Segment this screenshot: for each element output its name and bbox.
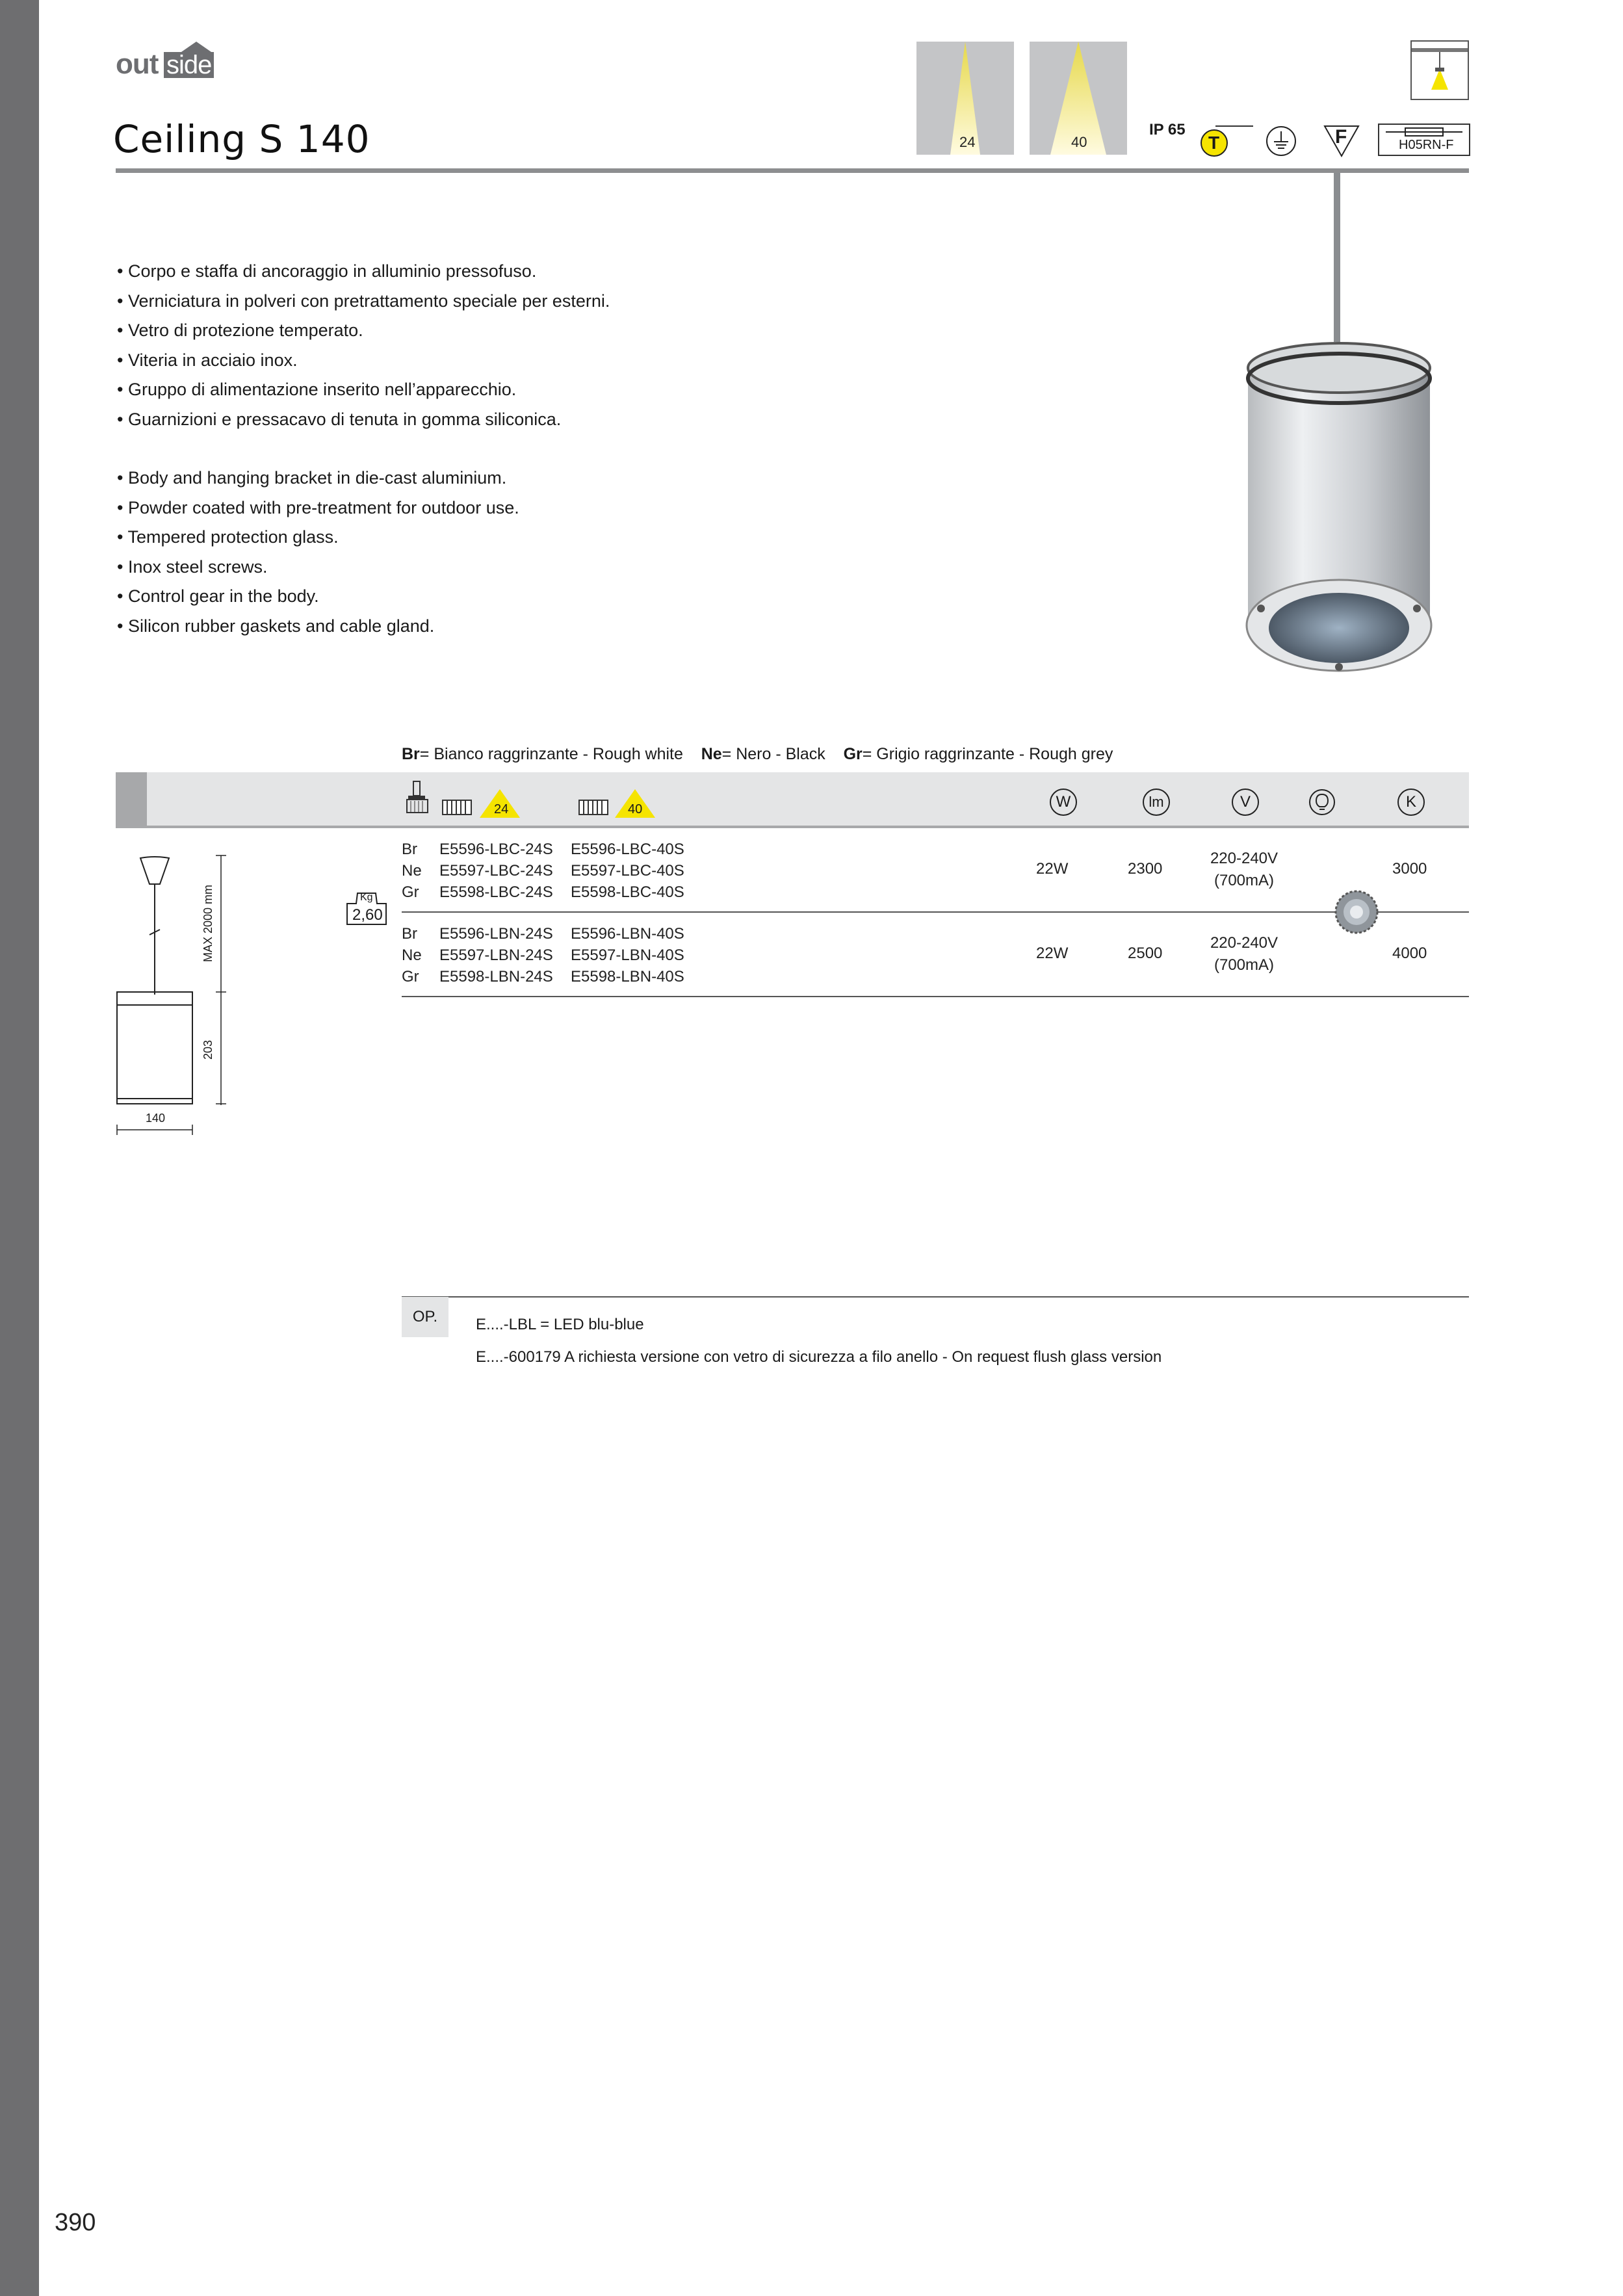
- finish-desc: = Nero - Black: [721, 745, 825, 763]
- options-label: OP.: [402, 1297, 448, 1337]
- finish-code: Ne: [402, 946, 422, 964]
- voltage: 220-240V: [1210, 934, 1279, 952]
- beam-24-icon: [916, 42, 1014, 155]
- kelvin-value: 4000: [1392, 945, 1427, 962]
- product-code: E5596-LBC-40S: [571, 841, 684, 858]
- page-title: Ceiling S 140: [113, 117, 370, 161]
- table-header: [116, 772, 1469, 826]
- option-line: E....-LBL = LED blu-blue: [476, 1316, 644, 1333]
- finish-desc: = Bianco raggrinzante - Rough white: [419, 745, 683, 763]
- table-header-rule: [116, 826, 1469, 828]
- beam-40-header-label: 40: [628, 802, 643, 816]
- watt-icon: W: [1050, 789, 1077, 816]
- lamp-bulb-icon: [1308, 789, 1336, 816]
- dim-width: 140: [146, 1112, 166, 1125]
- codes-24-column: [439, 839, 553, 903]
- beam-40-icon: [1030, 42, 1127, 155]
- weight-unit: Kg: [360, 892, 373, 903]
- title-divider: [116, 168, 1469, 173]
- logo-text-side: side: [164, 52, 214, 78]
- finish-code: Gr: [402, 883, 419, 901]
- codes-24-column: [439, 923, 553, 987]
- product-photo: [1222, 173, 1469, 693]
- dim-max-length: MAX 2000 mm: [201, 884, 214, 962]
- table-row: [402, 923, 1469, 1001]
- codes-40-column: [571, 923, 684, 987]
- bullet-it: • Vetro di protezione temperato.: [117, 320, 363, 340]
- finish-code: Ne: [402, 862, 422, 880]
- table-row: [402, 839, 1469, 917]
- f-mark-label: F: [1335, 126, 1347, 148]
- options-divider: [402, 1296, 1469, 1298]
- led-module-icon: [578, 800, 608, 815]
- lumen-value: 2300: [1128, 860, 1163, 878]
- finish-code: Br: [402, 925, 417, 943]
- current: (700mA): [1214, 956, 1275, 974]
- row-divider: [402, 911, 1469, 913]
- product-code: E5596-LBN-24S: [439, 925, 553, 943]
- lumen-value: 2500: [1128, 945, 1163, 962]
- brand-logo: [116, 42, 220, 81]
- table-header-accent: [116, 772, 147, 826]
- bullet-it: • Guarnizioni e pressacavo di tenuta in gomma siliconica.: [117, 409, 562, 429]
- bullet-en: • Powder coated with pre-treatment for outdoor use.: [117, 497, 519, 517]
- option-line: E....-600179 A richiesta versione con vetro di sicurezza a filo anello - On request flush glass version: [476, 1348, 1162, 1366]
- beam-24-header-label: 24: [494, 802, 509, 816]
- logo-text-out: out: [116, 48, 159, 80]
- watt-value: 22W: [1036, 860, 1069, 878]
- kelvin-value: 3000: [1392, 860, 1427, 878]
- finish-code: Ne: [701, 745, 722, 763]
- t-mark-label: T: [1208, 133, 1220, 153]
- weight-badge: [346, 892, 387, 926]
- dim-height: 203: [201, 1039, 214, 1060]
- earth-class-icon: [1265, 125, 1297, 157]
- bullet-it: • Verniciatura in polveri con pretrattamento speciale per esterni.: [117, 291, 610, 311]
- pendant-mount-icon: [1410, 40, 1469, 100]
- product-code: E5596-LBN-40S: [571, 925, 684, 943]
- bullet-en: • Control gear in the body.: [117, 586, 319, 606]
- finish-code: Gr: [843, 745, 863, 763]
- weight-value: 2,60: [352, 906, 383, 924]
- product-code: E5597-LBN-24S: [439, 946, 553, 964]
- finish-code: Br: [402, 841, 417, 858]
- led-module-icon: [442, 800, 472, 815]
- ip-rating: IP 65: [1149, 121, 1186, 138]
- paint-brush-icon: [404, 780, 430, 816]
- page-number: 390: [55, 2209, 96, 2236]
- kelvin-icon: K: [1397, 789, 1425, 816]
- product-code: E5598-LBC-40S: [571, 883, 684, 901]
- finish-column: [402, 839, 422, 903]
- f-mark-icon: [1322, 124, 1361, 159]
- volt-icon: V: [1232, 789, 1259, 816]
- bullet-it: • Corpo e staffa di ancoraggio in alluminio pressofuso.: [117, 261, 537, 281]
- row-divider: [402, 996, 1469, 997]
- finishes-legend: [402, 745, 1113, 764]
- beam-24-triangle-icon: [480, 789, 520, 818]
- product-code: E5598-LBC-24S: [439, 883, 553, 901]
- voltage: 220-240V: [1210, 850, 1279, 867]
- volt-value: [1199, 848, 1290, 892]
- bullet-en: • Inox steel screws.: [117, 556, 268, 577]
- volt-value: [1199, 932, 1290, 976]
- product-code: E5597-LBC-40S: [571, 862, 684, 880]
- finish-desc: = Grigio raggrinzante - Rough grey: [862, 745, 1113, 763]
- finish-code: Br: [402, 745, 420, 763]
- bullet-en: • Tempered protection glass.: [117, 527, 339, 547]
- page-sidebar: [0, 0, 39, 2296]
- watt-value: 22W: [1036, 945, 1069, 962]
- bullet-it: • Gruppo di alimentazione inserito nell’apparecchio.: [117, 380, 517, 399]
- finish-code: Gr: [402, 968, 419, 985]
- beam-40-label: 40: [1071, 134, 1087, 150]
- product-code: E5597-LBC-24S: [439, 862, 553, 880]
- beam-24-label: 24: [959, 134, 976, 150]
- product-code: E5598-LBN-40S: [571, 968, 684, 985]
- led-module-photo: [1334, 889, 1379, 935]
- bullet-it: • Viteria in acciaio inox.: [117, 350, 298, 370]
- description-italian: [117, 257, 610, 641]
- product-code: E5597-LBN-40S: [571, 946, 684, 964]
- codes-40-column: [571, 839, 684, 903]
- technical-drawing: [110, 845, 240, 1138]
- cable-type-box: [1378, 124, 1470, 156]
- t-mark-icon: [1196, 124, 1253, 159]
- bullet-en: • Body and hanging bracket in die-cast aluminium.: [117, 468, 507, 488]
- beam-40-triangle-icon: [615, 789, 655, 818]
- bullet-en: • Silicon rubber gaskets and cable gland.: [117, 616, 435, 636]
- finish-column: [402, 923, 422, 987]
- current: (700mA): [1214, 872, 1275, 889]
- lumen-icon: lm: [1143, 789, 1170, 816]
- product-code: E5596-LBC-24S: [439, 841, 553, 858]
- cable-type-label: H05RN-F: [1399, 138, 1454, 152]
- product-code: E5598-LBN-24S: [439, 968, 553, 985]
